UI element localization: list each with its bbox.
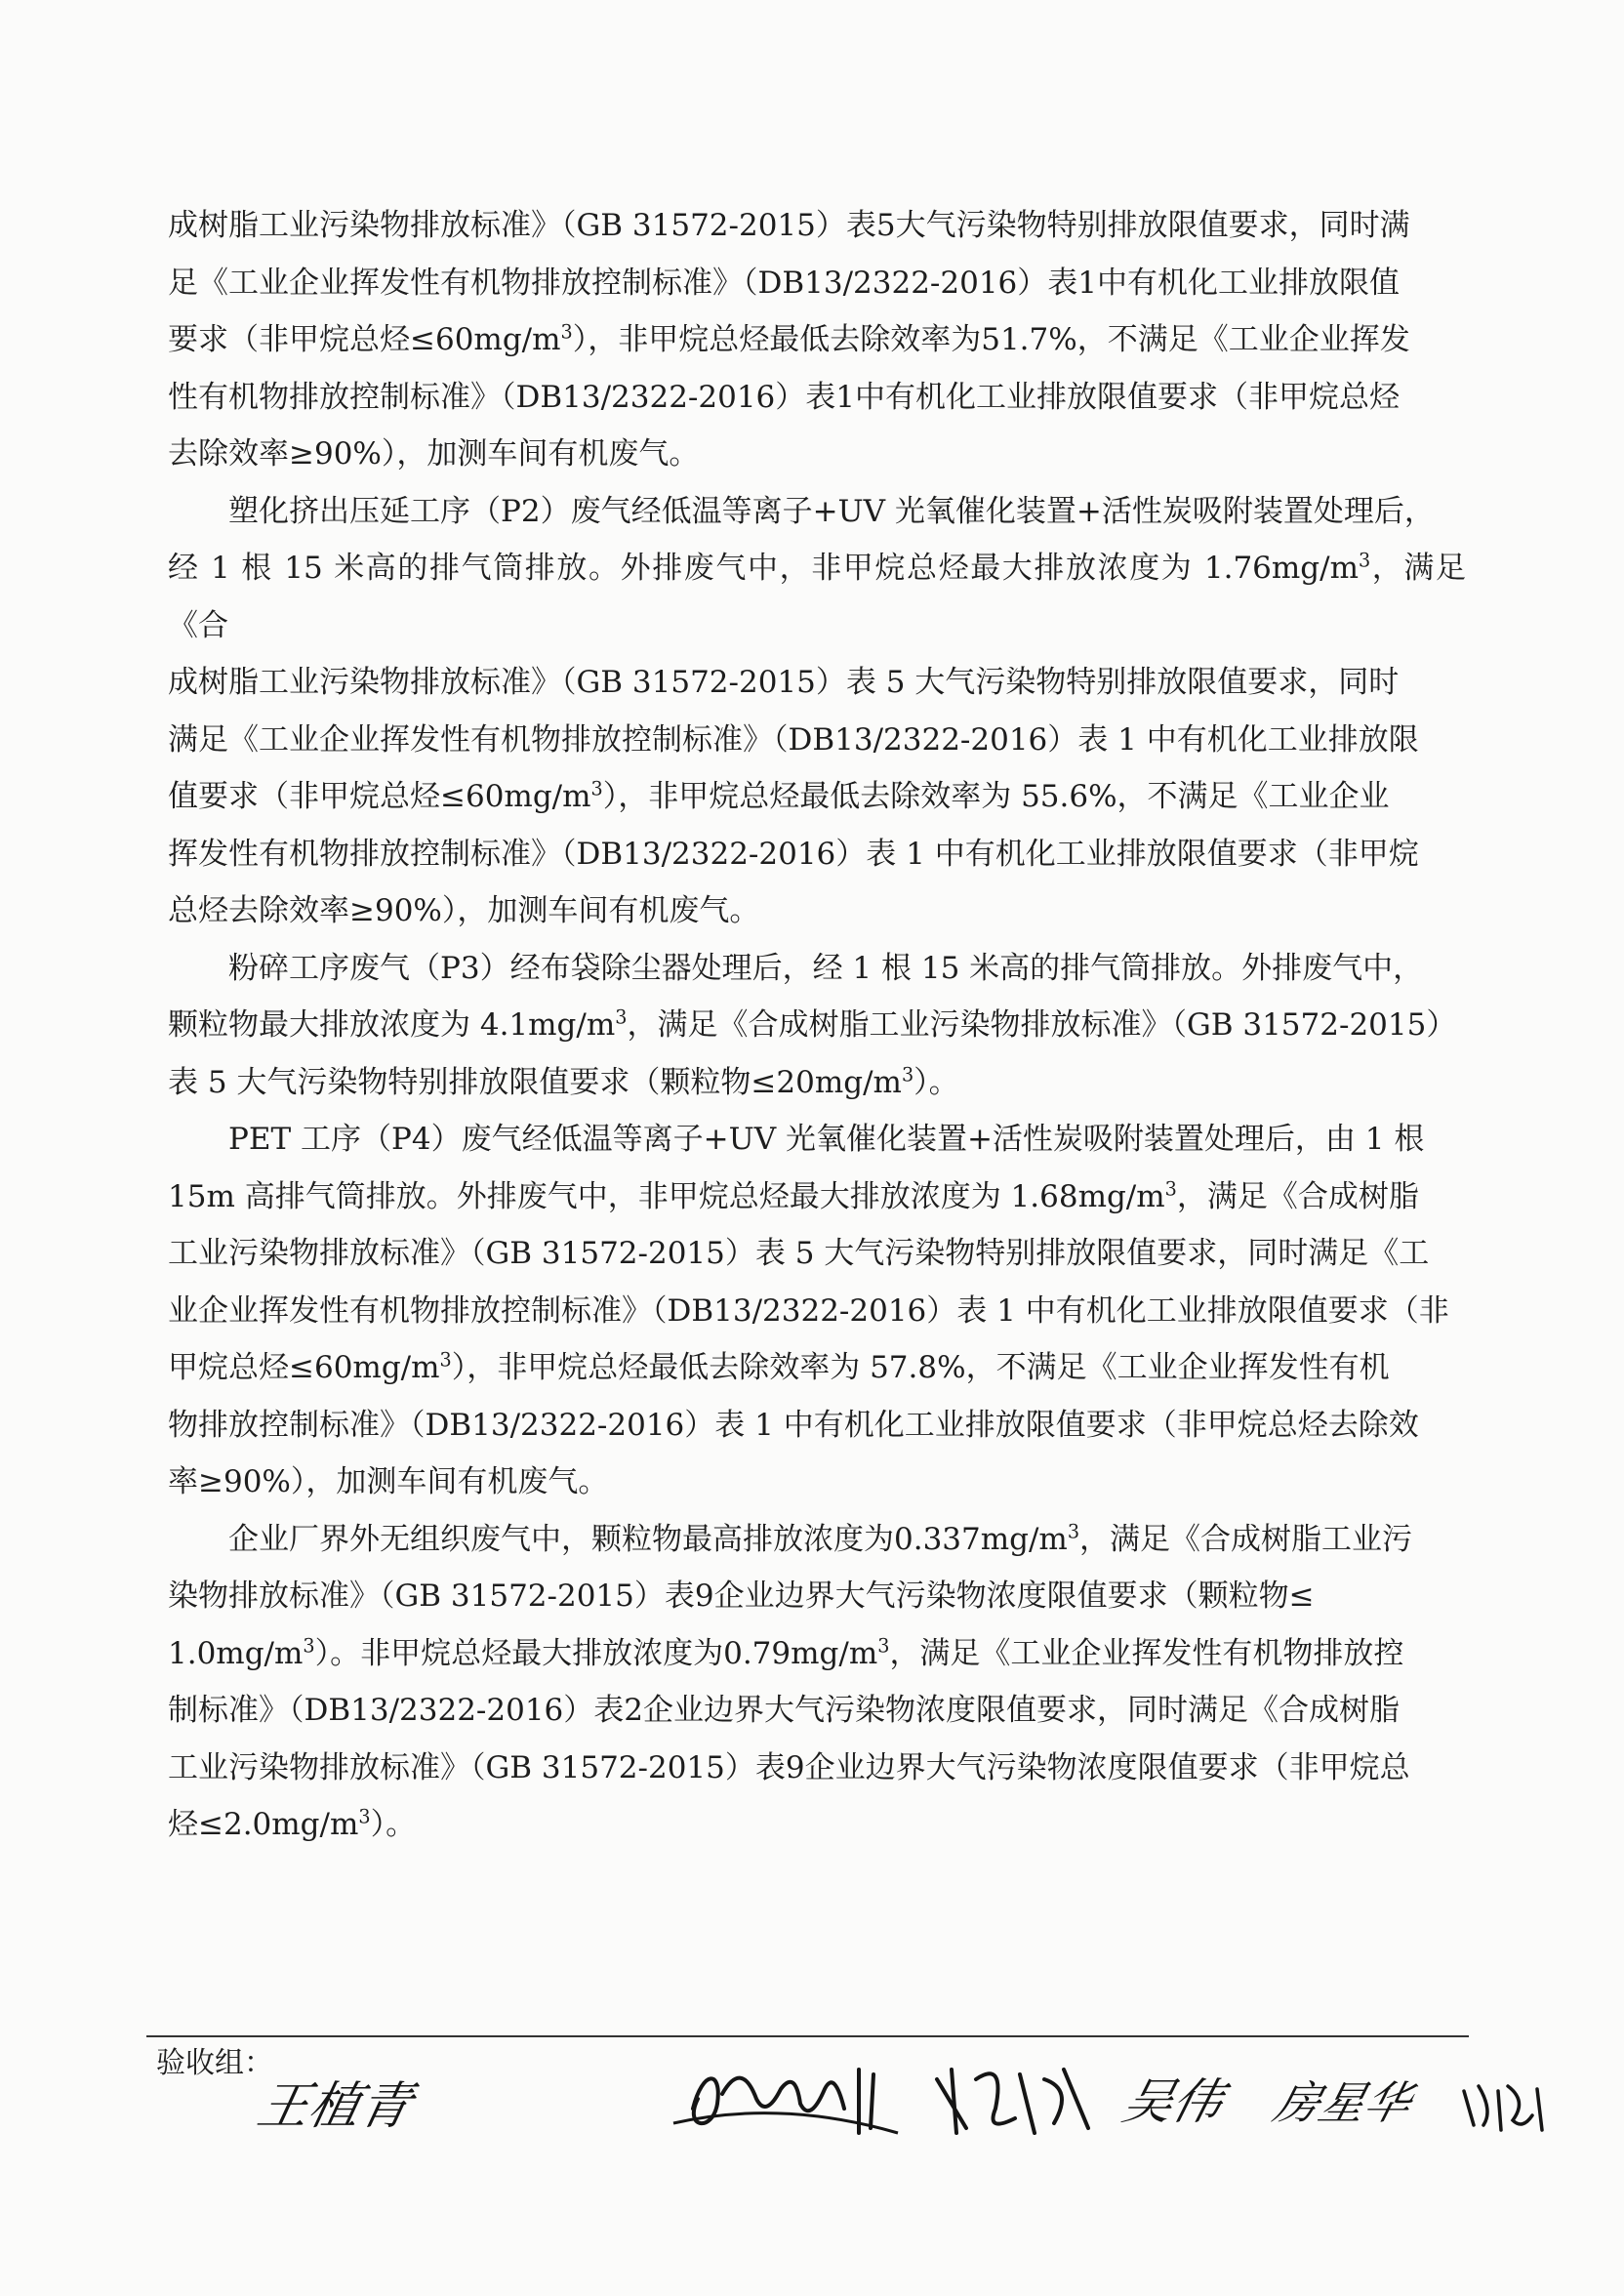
text-line: 满足《工业企业挥发性有机物排放控制标准》（DB13/2322-2016）表 1 中有机化工业排放限 [168, 721, 1419, 758]
superscript: 3 [1067, 1520, 1080, 1543]
acceptance-group-label: 验收组： [156, 2046, 273, 2080]
signature-4 [1116, 2055, 1269, 2143]
text-line: $1.0mg/m^3$）。非甲烷总烃最大排放浓度为$0.79mg/m^3$，满足《工业企业挥发性有机物排放控 [168, 1634, 1404, 1671]
text-line: 颗粒物最大排放浓度为 $4.1mg/m^3$，满足《合成树脂工业污染物排放标准》（GB 31572-2015） [168, 1005, 1457, 1043]
text-line: 染物排放标准》（GB 31572-2015）表9企业边界大气污染物浓度限值要求（颗粒物≤ [168, 1578, 1315, 1614]
text-line: 表 5 大气污染物特别排放限值要求（颗粒物$\le 20mg/m^3$）。 [168, 1063, 959, 1100]
superscript: 3 [615, 1005, 628, 1029]
superscript: 3 [303, 1634, 315, 1658]
text-line: 甲烷总烃$\le 60mg/m^3$），非甲烷总烃最低去除效率为 57.8%，不满足《工业企业挥发性有机 [168, 1348, 1390, 1385]
signature-3 [927, 2050, 1103, 2138]
text-line: 15m 高排气筒排放。外排废气中，非甲烷总烃最大排放浓度为 $1.68mg/m^3$，满足《合成树脂 [168, 1177, 1419, 1214]
paragraph-5 [168, 1511, 1466, 1854]
text-line: 工业污染物排放标准》（GB 31572-2015）表9企业边界大气污染物浓度限值要求（非甲烷总 [168, 1749, 1410, 1785]
text-line: 率≥90%），加测车间有机废气。 [168, 1464, 609, 1499]
signature-1 [252, 2065, 429, 2143]
paragraph-1 [168, 197, 1466, 483]
paragraph-3 [168, 940, 1466, 1112]
text-line: 值要求（非甲烷总烃$\le 60mg/m^3$），非甲烷总烃最低去除效率为 55.6%，不满足《工业企业 [168, 777, 1390, 814]
superscript: 3 [901, 1063, 914, 1086]
superscript: 3 [1358, 549, 1371, 572]
superscript: 3 [590, 777, 603, 800]
text-line: 要求（非甲烷总烃$\le 60mg/m^3$），非甲烷总烃最低去除效率为51.7%，不满足《工业企业挥发 [168, 320, 1410, 357]
text-line: 粉碎工序废气（P3）经布袋除尘器处理后，经 1 根 15 米高的排气筒排放。外排废气中， [228, 950, 1424, 986]
text-line: 挥发性有机物排放控制标准》（DB13/2322-2016）表 1 中有机化工业排放限值要求（非甲烷 [168, 836, 1419, 872]
text-line: 成树脂工业污染物排放标准》（GB 31572-2015）表5大气污染物特别排放限值要求，同时满 [168, 208, 1410, 243]
signature-2 [664, 2040, 917, 2148]
signature-5 [1268, 2055, 1440, 2143]
text-line: PET 工序（P4）废气经低温等离子+UV 光氧催化装置+活性炭吸附装置处理后，由 1 根 [228, 1122, 1425, 1157]
superscript: 3 [560, 320, 573, 344]
superscript: 3 [1164, 1177, 1177, 1201]
text-line: 去除效率≥90%），加测车间有机废气。 [168, 436, 700, 472]
text-line: 成树脂工业污染物排放标准》（GB 31572-2015）表 5 大气污染物特别排放限值要求，同时 [168, 665, 1400, 700]
svg-text:王植青: 王植青 [252, 2076, 418, 2136]
text-line: 性有机物排放控制标准》（DB13/2322-2016）表1中有机化工业排放限值要求（非甲烷总烃 [168, 379, 1401, 415]
text-line: 工业污染物排放标准》（GB 31572-2015）表 5 大气污染物特别排放限值要求，同时满足《工 [168, 1236, 1430, 1271]
text-line: 物排放控制标准》（DB13/2322-2016）表 1 中有机化工业排放限值要求（非甲烷总烃去除效 [168, 1407, 1419, 1443]
text-line: 经 1 根 15 米高的排气筒排放。外排废气中，非甲烷总烃最大排放浓度为 $1.76mg/m^3$，满足《合 [168, 549, 1467, 643]
svg-text:房星华: 房星华 [1268, 2077, 1417, 2130]
text-line: 足《工业企业挥发性有机物排放控制标准》（DB13/2322-2016）表1中有机化工业排放限值 [168, 265, 1401, 301]
signature-area [0, 2011, 1624, 2206]
paragraph-4 [168, 1111, 1466, 1511]
svg-text:吴伟: 吴伟 [1116, 2072, 1230, 2130]
text-line: 塑化挤出压延工序（P2）废气经低温等离子+UV 光氧催化装置+活性炭吸附装置处理后， [228, 493, 1435, 529]
text-line: 业企业挥发性有机物排放控制标准》（DB13/2322-2016）表 1 中有机化工业排放限值要求（非 [168, 1292, 1449, 1329]
superscript: 3 [439, 1348, 452, 1372]
superscript: 3 [877, 1634, 890, 1658]
text-line: 制标准》（DB13/2322-2016）表2企业边界大气污染物浓度限值要求，同时满足《合成树脂 [168, 1693, 1401, 1728]
text-line: 烃$\le 2.0mg/m^3$）。 [168, 1805, 417, 1842]
text-line: 总烃去除效率≥90%），加测车间有机废气。 [168, 893, 760, 928]
superscript: 3 [358, 1805, 371, 1828]
text-line: 企业厂界外无组织废气中，颗粒物最高排放浓度为$0.337mg/m^3$，满足《合成树脂工业污 [228, 1520, 1413, 1557]
paragraph-2 [168, 483, 1466, 940]
signature-6 [1454, 2071, 1562, 2140]
document-body [168, 197, 1466, 1854]
